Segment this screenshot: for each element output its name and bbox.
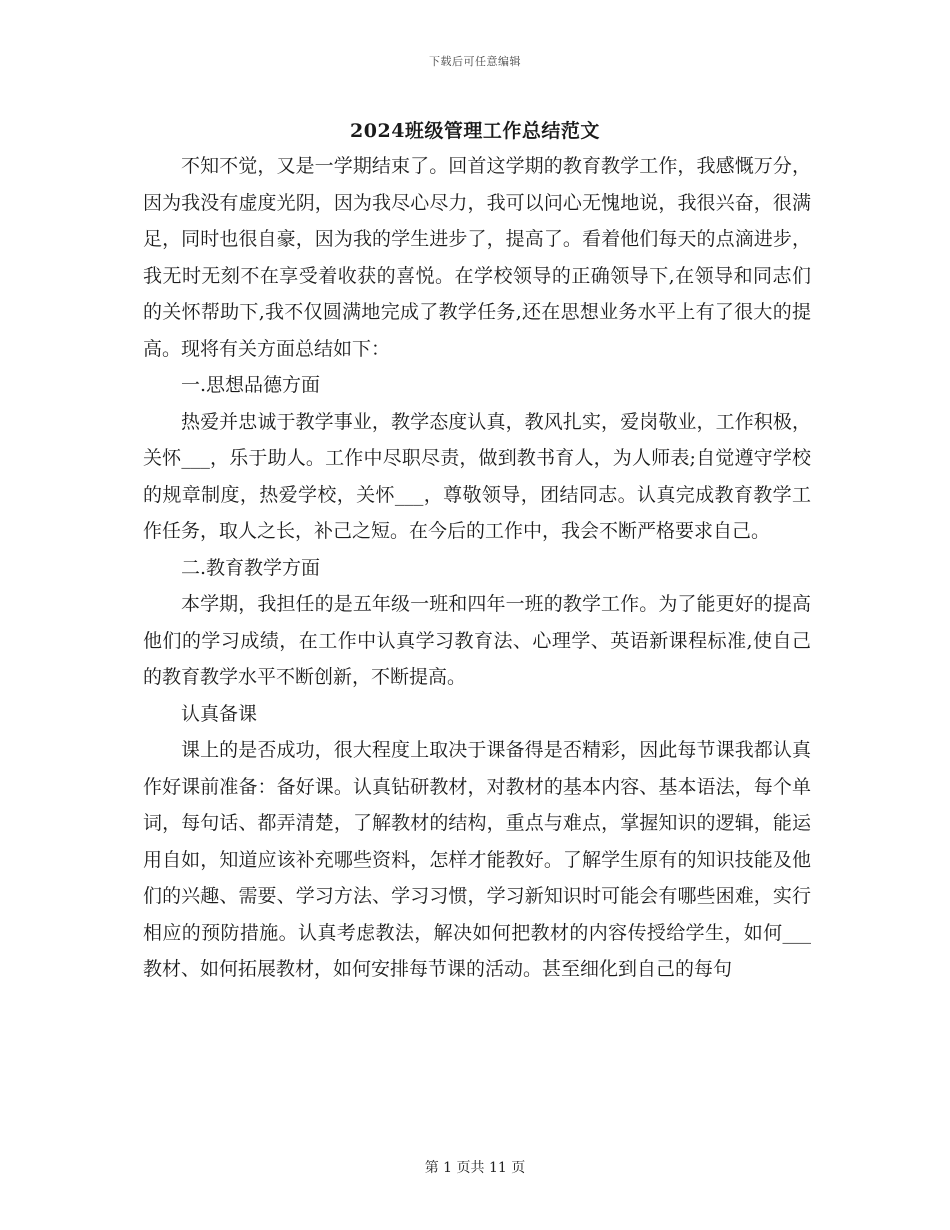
section-heading-moral: 一.思想品德方面 [181,374,321,396]
subsection-heading-lesson-prep: 认真备课 [181,702,258,725]
subsection-paragraph-lesson-prep: 课上的是否成功，很大程度上取决于课备得是否精彩，因此每节课我都认真作好课前准备：备好课。认真钻研教材，对教材的基本内容、基本语法，每个单词，每句话、都弄清楚，了解教材的结构，重点与难点，掌握知识的逻辑，能运用自如，知道应该补充哪些资料，怎样才能教好。了解学生原有的知识技能及他们的兴趣、需要、学习方法、学习习惯，学习新知识时可能会有哪些困难，实行相应的预防措施。认真考虑教法，解决如何把教材的内容传授给学生，如何___教材、如何拓展教材，如何安排每节课的活动。甚至细化到自己的每句 [143,739,811,980]
section-paragraph-moral: 热爱并忠诚于教学事业，教学态度认真，教风扎实，爱岗敬业，工作积极，关怀___，乐于助人。工作中尽职尽责，做到教书育人，为人师表;自觉遵守学校的规章制度，热爱学校，关怀___，尊敬领导，团结同志。认真完成教育教学工作任务，取人之长，补己之短。在今后的工作中，我会不断严格要求自己。 [143,410,811,542]
intro-paragraph: 不知不觉，又是一学期结束了。回首这学期的教育教学工作，我感慨万分，因为我没有虚度光阴，因为我尽心尽力，我可以问心无愧地说，我很兴奋，很满足，同时也很自豪，因为我的学生进步了，提高了。看着他们每天的点滴进步，我无时无刻不在享受着收获的喜悦。在学校领导的正确领导下,在领导和同志们的关怀帮助下,我不仅圆满地完成了教学任务,还在思想业务水平上有了很大的提高。现将有关方面总结如下： [143,155,811,360]
section-heading-teaching: 二.教育教学方面 [181,556,321,579]
document-body [143,148,811,988]
document-title: 2024班级管理工作总结范文 [350,120,600,142]
page-footer: 第 1 页共 11 页 [424,1160,526,1176]
header-note: 下载后可任意编辑 [429,55,521,68]
section-paragraph-teaching: 本学期，我担任的是五年级一班和四年一班的教学工作。为了能更好的提高他们的学习成绩，在工作中认真学习教育法、心理学、英语新课程标准,使自己的教育教学水平不断创新，不断提高。 [143,593,811,688]
